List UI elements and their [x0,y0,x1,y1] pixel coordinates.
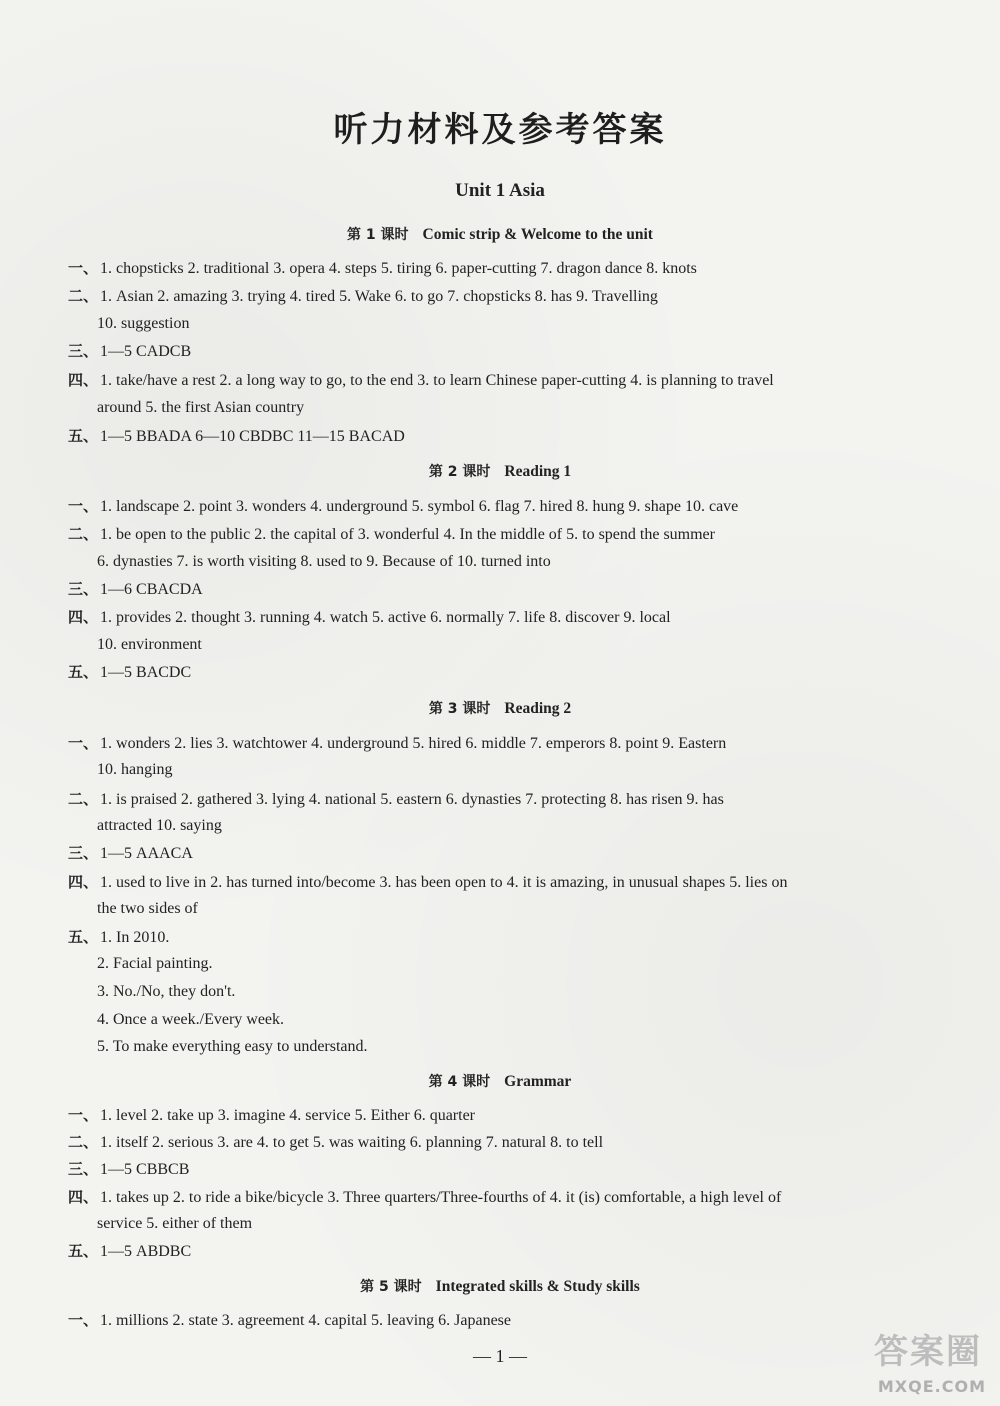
answer-line: around 5. the first Asian country [97,399,305,416]
answer-line: 五、 1—5 ABDBC [68,1242,192,1260]
answer-line: 五、 1. In 2010. [68,928,170,946]
answer-line: 二、 1. Asian 2. amazing 3. trying 4. tired 5. Wake 6. to go 7. chopsticks 8. has 9. Travelling [68,287,658,305]
answer-line: 四、 1. provides 2. thought 3. running 4. watch 5. active 6. normally 7. life 8. discover 9. local [68,608,671,626]
answer-line: 3. No./No, they don't. [97,983,236,1000]
answer-line: 一、 1. landscape 2. point 3. wonders 4. underground 5. symbol 6. flag 7. hired 8. hung 9. shape 10. cave [68,497,739,515]
answer-line: 四、 1. used to live in 2. has turned into/become 3. has been open to 4. it is amazing, in unusual shapes 5. lies on [68,873,788,891]
answer-line: 6. dynasties 7. is worth visiting 8. used to 9. Because of 10. turned into [97,553,551,570]
answer-line: 10. suggestion [97,315,190,332]
answer-line: 2. Facial painting. [97,955,213,972]
watermark-text: 答案圈 [874,1332,982,1372]
unit-heading: Unit 1 Asia [455,180,545,201]
answer-line: 三、 1—5 CBBCB [68,1160,190,1178]
lesson-heading-3: 第 3 课时 Reading 2 [428,700,572,717]
lesson-heading-4: 第 4 课时 Grammar [428,1073,572,1090]
answer-line: 三、 1—5 AAACA [68,844,193,862]
answer-line: 二、 1. be open to the public 2. the capital of 3. wonderful 4. In the middle of 5. to spend the summer [68,525,715,543]
answer-line: 10. hanging [97,761,173,778]
lesson-heading-1: 第 1 课时 Comic strip & Welcome to the unit [347,226,653,243]
lesson-heading-2: 第 2 课时 Reading 1 [428,463,572,480]
answer-line: 三、 1—6 CBACDA [68,580,203,598]
answer-line: 四、 1. takes up 2. to ride a bike/bicycle 3. Three quarters/Three-fourths of 4. it (is) comfortable, a high level of [68,1188,782,1206]
page-number: — 1 — [473,1346,527,1366]
answer-line: 五、 1—5 BBADA 6—10 CBDBC 11—15 BACAD [68,427,405,445]
answer-line: 一、 1. level 2. take up 3. imagine 4. service 5. Either 6. quarter [68,1106,475,1124]
page-title: 听力材料及参考答案 [333,110,667,150]
answer-line: 二、 1. is praised 2. gathered 3. lying 4. national 5. eastern 6. dynasties 7. protecting 8. has risen 9. has [68,790,724,808]
answer-line: 五、 1—5 BACDC [68,663,192,681]
answer-line: 一、 1. chopsticks 2. traditional 3. opera 4. steps 5. tiring 6. paper-cutting 7. dragon dance 8. knots [68,259,697,277]
answer-line: 一、 1. millions 2. state 3. agreement 4. capital 5. leaving 6. Japanese [68,1311,512,1329]
answer-line: service 5. either of them [97,1215,253,1232]
answer-line: 10. environment [97,636,202,653]
answer-line: 三、 1—5 CADCB [68,342,192,360]
answer-line: attracted 10. saying [97,817,222,834]
answer-line: 5. To make everything easy to understand. [97,1038,368,1055]
answer-line: the two sides of [97,900,198,917]
lesson-heading-5: 第 5 课时 Integrated skills & Study skills [360,1278,640,1295]
answer-line: 四、 1. take/have a rest 2. a long way to go, to the end 3. to learn Chinese paper-cutting 4. is planning to travel [68,371,774,389]
watermark-url: MXQE.COM [877,1377,986,1396]
answer-line: 4. Once a week./Every week. [97,1011,285,1028]
answer-line: 一、 1. wonders 2. lies 3. watchtower 4. underground 5. hired 6. middle 7. emperors 8. point 9. Eastern [68,734,727,752]
answer-line: 二、 1. itself 2. serious 3. are 4. to get 5. was waiting 6. planning 7. natural 8. to tell [68,1133,604,1151]
watermark-logo [836,1324,986,1396]
